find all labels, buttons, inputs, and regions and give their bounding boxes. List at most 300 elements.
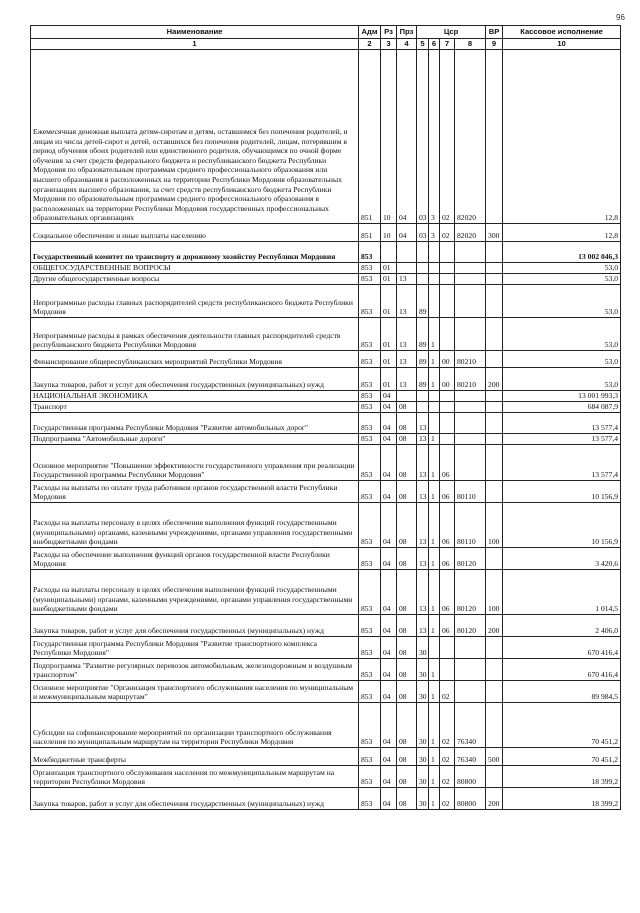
row-csr-direction bbox=[455, 242, 486, 263]
header-amount: Кассовое исполнение bbox=[503, 26, 621, 39]
row-prz: 08 bbox=[397, 703, 417, 748]
table-row bbox=[31, 703, 621, 748]
row-adm: 853 bbox=[359, 637, 381, 659]
row-adm: 853 bbox=[359, 703, 381, 748]
row-prz bbox=[397, 391, 417, 402]
row-vr bbox=[486, 637, 503, 659]
row-csr-program bbox=[417, 242, 429, 263]
row-csr-activity bbox=[440, 659, 455, 681]
row-csr-activity bbox=[440, 391, 455, 402]
row-name: Закупка товаров, работ и услуг для обеспечения государственных (муниципальных) нужд bbox=[31, 788, 359, 810]
row-csr-subprogram: 3 bbox=[429, 50, 440, 224]
row-vr bbox=[486, 445, 503, 481]
row-prz bbox=[397, 242, 417, 263]
row-prz: 08 bbox=[397, 548, 417, 570]
row-name: Основное мероприятие "Повышение эффективности государственного управления при реализации Государственной программы Республики Мордовия" bbox=[31, 445, 359, 481]
row-csr-program bbox=[417, 274, 429, 285]
row-adm: 853 bbox=[359, 766, 381, 788]
table-row bbox=[31, 368, 621, 391]
row-amount: 12,8 bbox=[503, 224, 621, 242]
row-csr-program: 30 bbox=[417, 637, 429, 659]
row-csr-activity: 06 bbox=[440, 570, 455, 615]
row-name: Межбюджетные трансферты bbox=[31, 748, 359, 766]
table-row bbox=[31, 224, 621, 242]
table-row bbox=[31, 242, 621, 263]
row-csr-activity: 02 bbox=[440, 681, 455, 703]
row-vr bbox=[486, 274, 503, 285]
row-vr bbox=[486, 351, 503, 368]
row-amount: 13 002 046,3 bbox=[503, 242, 621, 263]
column-number: 8 bbox=[455, 39, 486, 50]
row-rz: 10 bbox=[381, 50, 397, 224]
row-prz: 08 bbox=[397, 481, 417, 503]
row-csr-activity bbox=[440, 402, 455, 413]
row-amount: 10 156,9 bbox=[503, 503, 621, 548]
row-vr bbox=[486, 413, 503, 434]
header-adm: Адм bbox=[359, 26, 381, 39]
row-csr-subprogram bbox=[429, 274, 440, 285]
row-name: Непрограммные расходы в рамках обеспечения деятельности главных распорядителей средств республиканского бюджета Республики Мордовия bbox=[31, 318, 359, 351]
row-csr-subprogram: 1 bbox=[429, 318, 440, 351]
row-amount: 53,0 bbox=[503, 274, 621, 285]
row-prz: 08 bbox=[397, 766, 417, 788]
row-name: Ежемесячная денежная выплата детям-сиротам и детям, оставшимся без попечения родителей, и лицам из числа детей-сирот и детей, оставшихся без попечения родителей, лицам, потерявшим в период обучения обоих родителей или единственного родителя, обучающимся по очной форме обучения за счет средств федерального бюджета и республиканского бюджета Республики Мордовия по образовательным программам среднего профессионального образования или высшего образования в расположенных на территории Республики Мордовия образовательных организациях высшего образования, за счет средств республиканского бюджета Республики Мордовия по образовательным программам среднего профессионального образования в расположенных на территории Республики Мордовия государственных профессиональных образовательных организациях bbox=[31, 50, 359, 224]
row-amount: 18 399,2 bbox=[503, 788, 621, 810]
row-csr-direction bbox=[455, 637, 486, 659]
row-csr-activity bbox=[440, 285, 455, 318]
row-csr-subprogram: 1 bbox=[429, 748, 440, 766]
row-vr bbox=[486, 242, 503, 263]
row-adm: 853 bbox=[359, 788, 381, 810]
row-csr-subprogram bbox=[429, 263, 440, 274]
row-csr-activity: 06 bbox=[440, 481, 455, 503]
row-csr-subprogram: 1 bbox=[429, 445, 440, 481]
row-prz: 08 bbox=[397, 637, 417, 659]
row-adm: 853 bbox=[359, 445, 381, 481]
row-rz: 04 bbox=[381, 703, 397, 748]
row-amount: 70 451,2 bbox=[503, 703, 621, 748]
row-prz: 08 bbox=[397, 615, 417, 637]
table-row bbox=[31, 402, 621, 413]
row-csr-activity: 00 bbox=[440, 351, 455, 368]
row-prz: 13 bbox=[397, 368, 417, 391]
row-prz: 08 bbox=[397, 503, 417, 548]
row-prz: 08 bbox=[397, 570, 417, 615]
row-adm: 853 bbox=[359, 434, 381, 445]
table-row bbox=[31, 481, 621, 503]
row-csr-program: 03 bbox=[417, 224, 429, 242]
row-rz: 04 bbox=[381, 766, 397, 788]
budget-table bbox=[30, 25, 621, 810]
table-row bbox=[31, 503, 621, 548]
row-amount: 670 416,4 bbox=[503, 637, 621, 659]
row-csr-program: 13 bbox=[417, 615, 429, 637]
row-csr-subprogram: 1 bbox=[429, 481, 440, 503]
row-prz: 08 bbox=[397, 659, 417, 681]
row-csr-subprogram: 1 bbox=[429, 659, 440, 681]
table-row bbox=[31, 615, 621, 637]
row-csr-direction: 82020 bbox=[455, 50, 486, 224]
row-csr-activity bbox=[440, 434, 455, 445]
row-amount: 53,0 bbox=[503, 285, 621, 318]
row-csr-direction: 80110 bbox=[455, 503, 486, 548]
row-csr-direction: 80800 bbox=[455, 766, 486, 788]
row-prz: 04 bbox=[397, 224, 417, 242]
row-csr-subprogram: 1 bbox=[429, 548, 440, 570]
row-adm: 851 bbox=[359, 224, 381, 242]
row-vr: 200 bbox=[486, 615, 503, 637]
row-amount: 53,0 bbox=[503, 318, 621, 351]
header-rz: Рз bbox=[381, 26, 397, 39]
row-csr-activity: 02 bbox=[440, 748, 455, 766]
table-row bbox=[31, 285, 621, 318]
row-rz: 10 bbox=[381, 224, 397, 242]
row-csr-subprogram: 1 bbox=[429, 368, 440, 391]
row-rz: 04 bbox=[381, 481, 397, 503]
row-csr-subprogram bbox=[429, 637, 440, 659]
header-name: Наименование bbox=[31, 26, 359, 39]
row-name: Организация транспортного обслуживания населения по межмуниципальным маршрутам на территории Республики Мордовия bbox=[31, 766, 359, 788]
row-csr-activity: 02 bbox=[440, 703, 455, 748]
column-number: 2 bbox=[359, 39, 381, 50]
row-csr-direction bbox=[455, 402, 486, 413]
row-name: НАЦИОНАЛЬНАЯ ЭКОНОМИКА bbox=[31, 391, 359, 402]
row-name: Расходы на выплаты персоналу в целях обеспечения выполнения функций государственными (муниципальными) органами, казенными учреждениями, органами управления государственными внебюджетными фондами bbox=[31, 570, 359, 615]
row-prz: 08 bbox=[397, 445, 417, 481]
row-csr-direction: 76340 bbox=[455, 748, 486, 766]
row-adm: 853 bbox=[359, 242, 381, 263]
row-name: Закупка товаров, работ и услуг для обеспечения государственных (муниципальных) нужд bbox=[31, 615, 359, 637]
column-number: 7 bbox=[440, 39, 455, 50]
row-adm: 853 bbox=[359, 481, 381, 503]
table-row bbox=[31, 445, 621, 481]
column-number: 9 bbox=[486, 39, 503, 50]
column-number: 4 bbox=[397, 39, 417, 50]
row-adm: 853 bbox=[359, 681, 381, 703]
row-csr-subprogram: 1 bbox=[429, 503, 440, 548]
row-name: ОБЩЕГОСУДАРСТВЕННЫЕ ВОПРОСЫ bbox=[31, 263, 359, 274]
row-rz: 04 bbox=[381, 413, 397, 434]
row-amount: 53,0 bbox=[503, 263, 621, 274]
row-vr bbox=[486, 703, 503, 748]
column-number: 6 bbox=[429, 39, 440, 50]
header-csr: Цср bbox=[417, 26, 486, 39]
row-vr bbox=[486, 681, 503, 703]
row-csr-program: 30 bbox=[417, 766, 429, 788]
row-adm: 853 bbox=[359, 548, 381, 570]
row-adm: 853 bbox=[359, 748, 381, 766]
row-csr-direction: 80120 bbox=[455, 570, 486, 615]
row-adm: 853 bbox=[359, 285, 381, 318]
row-csr-program: 13 bbox=[417, 503, 429, 548]
row-adm: 853 bbox=[359, 413, 381, 434]
row-vr: 200 bbox=[486, 788, 503, 810]
row-csr-program: 30 bbox=[417, 748, 429, 766]
row-name: Государственная программа Республики Мордовия "Развитие транспортного комплекса Республики Мордовия" bbox=[31, 637, 359, 659]
row-csr-program: 13 bbox=[417, 434, 429, 445]
row-csr-direction: 76340 bbox=[455, 703, 486, 748]
row-rz: 04 bbox=[381, 503, 397, 548]
row-amount: 18 399,2 bbox=[503, 766, 621, 788]
row-name: Расходы на выплаты по оплате труда работников органов государственной власти Республики Мордовия bbox=[31, 481, 359, 503]
row-prz: 08 bbox=[397, 681, 417, 703]
row-name: Финансирование общереспубликанских мероприятий Республики Мордовия bbox=[31, 351, 359, 368]
row-vr bbox=[486, 548, 503, 570]
row-vr bbox=[486, 481, 503, 503]
row-csr-direction bbox=[455, 659, 486, 681]
row-name: Социальное обеспечение и иные выплаты населению bbox=[31, 224, 359, 242]
header-prz: Прз bbox=[397, 26, 417, 39]
row-vr bbox=[486, 391, 503, 402]
table-row bbox=[31, 766, 621, 788]
row-adm: 853 bbox=[359, 274, 381, 285]
row-prz: 13 bbox=[397, 285, 417, 318]
row-vr bbox=[486, 285, 503, 318]
row-rz: 01 bbox=[381, 274, 397, 285]
row-adm: 853 bbox=[359, 351, 381, 368]
row-csr-program bbox=[417, 263, 429, 274]
row-prz: 04 bbox=[397, 50, 417, 224]
table-row bbox=[31, 391, 621, 402]
row-amount: 1 014,5 bbox=[503, 570, 621, 615]
row-csr-subprogram: 1 bbox=[429, 615, 440, 637]
row-csr-program: 03 bbox=[417, 50, 429, 224]
row-csr-subprogram: 1 bbox=[429, 681, 440, 703]
row-rz: 04 bbox=[381, 659, 397, 681]
row-csr-activity: 06 bbox=[440, 503, 455, 548]
row-csr-subprogram bbox=[429, 413, 440, 434]
row-csr-subprogram: 1 bbox=[429, 570, 440, 615]
table-row bbox=[31, 434, 621, 445]
column-number: 10 bbox=[503, 39, 621, 50]
row-csr-direction bbox=[455, 318, 486, 351]
row-prz: 08 bbox=[397, 788, 417, 810]
row-csr-subprogram bbox=[429, 285, 440, 318]
row-adm: 853 bbox=[359, 402, 381, 413]
table-row bbox=[31, 274, 621, 285]
row-csr-direction bbox=[455, 263, 486, 274]
row-amount: 13 577,4 bbox=[503, 445, 621, 481]
table-row bbox=[31, 637, 621, 659]
row-adm: 853 bbox=[359, 570, 381, 615]
table-row bbox=[31, 413, 621, 434]
row-csr-program: 13 bbox=[417, 445, 429, 481]
row-csr-activity bbox=[440, 318, 455, 351]
row-csr-activity: 02 bbox=[440, 788, 455, 810]
row-vr bbox=[486, 50, 503, 224]
row-prz: 08 bbox=[397, 748, 417, 766]
row-amount: 53,0 bbox=[503, 351, 621, 368]
row-rz: 04 bbox=[381, 548, 397, 570]
row-name: Закупка товаров, работ и услуг для обеспечения государственных (муниципальных) нужд bbox=[31, 368, 359, 391]
row-rz: 04 bbox=[381, 681, 397, 703]
row-adm: 853 bbox=[359, 391, 381, 402]
column-number: 1 bbox=[31, 39, 359, 50]
row-csr-activity: 06 bbox=[440, 548, 455, 570]
row-prz: 13 bbox=[397, 318, 417, 351]
column-number-row bbox=[31, 39, 621, 50]
row-csr-activity bbox=[440, 274, 455, 285]
row-csr-activity: 02 bbox=[440, 224, 455, 242]
row-prz: 08 bbox=[397, 402, 417, 413]
row-csr-program: 89 bbox=[417, 285, 429, 318]
row-csr-direction: 82020 bbox=[455, 224, 486, 242]
row-amount: 53,0 bbox=[503, 368, 621, 391]
table-row bbox=[31, 50, 621, 224]
row-name: Расходы на обеспечение выполнения функций органов государственной власти Республики Мордовия bbox=[31, 548, 359, 570]
row-csr-activity: 00 bbox=[440, 368, 455, 391]
row-csr-subprogram: 1 bbox=[429, 351, 440, 368]
row-rz: 01 bbox=[381, 318, 397, 351]
header-vr: ВР bbox=[486, 26, 503, 39]
table-body bbox=[31, 50, 621, 810]
row-amount: 2 406,0 bbox=[503, 615, 621, 637]
row-vr bbox=[486, 766, 503, 788]
row-rz: 04 bbox=[381, 445, 397, 481]
row-name: Основное мероприятие "Организация транспортного обслуживания населения по муниципальным и межмуниципальным маршрутам" bbox=[31, 681, 359, 703]
row-vr: 100 bbox=[486, 503, 503, 548]
table-row bbox=[31, 318, 621, 351]
row-amount: 684 087,9 bbox=[503, 402, 621, 413]
row-csr-program: 30 bbox=[417, 659, 429, 681]
table-row bbox=[31, 788, 621, 810]
row-vr: 500 bbox=[486, 748, 503, 766]
row-csr-program: 13 bbox=[417, 548, 429, 570]
row-csr-activity bbox=[440, 242, 455, 263]
row-vr: 100 bbox=[486, 570, 503, 615]
row-csr-direction: 80120 bbox=[455, 615, 486, 637]
row-csr-direction: 80210 bbox=[455, 351, 486, 368]
row-amount: 13 001 993,3 bbox=[503, 391, 621, 402]
row-csr-program: 30 bbox=[417, 681, 429, 703]
row-adm: 853 bbox=[359, 263, 381, 274]
row-amount: 89 984,5 bbox=[503, 681, 621, 703]
row-rz: 04 bbox=[381, 748, 397, 766]
row-amount: 13 577,4 bbox=[503, 413, 621, 434]
row-adm: 851 bbox=[359, 50, 381, 224]
row-csr-subprogram bbox=[429, 242, 440, 263]
row-csr-activity bbox=[440, 637, 455, 659]
row-csr-program: 13 bbox=[417, 413, 429, 434]
row-name: Транспорт bbox=[31, 402, 359, 413]
row-rz: 04 bbox=[381, 637, 397, 659]
row-rz bbox=[381, 242, 397, 263]
row-csr-subprogram: 1 bbox=[429, 703, 440, 748]
row-csr-program: 13 bbox=[417, 481, 429, 503]
row-csr-activity: 06 bbox=[440, 445, 455, 481]
row-csr-direction bbox=[455, 285, 486, 318]
row-prz: 08 bbox=[397, 413, 417, 434]
row-amount: 10 156,9 bbox=[503, 481, 621, 503]
row-name: Подпрограмма "Автомобильные дороги" bbox=[31, 434, 359, 445]
row-rz: 04 bbox=[381, 570, 397, 615]
row-name: Подпрограмма "Развитие регулярных перевозок автомобильным, железнодорожным и воздушным транспортом" bbox=[31, 659, 359, 681]
row-vr: 200 bbox=[486, 368, 503, 391]
row-csr-direction bbox=[455, 274, 486, 285]
row-csr-direction bbox=[455, 434, 486, 445]
row-vr bbox=[486, 402, 503, 413]
row-prz: 08 bbox=[397, 434, 417, 445]
row-csr-activity: 02 bbox=[440, 766, 455, 788]
row-amount: 3 420,6 bbox=[503, 548, 621, 570]
table-row bbox=[31, 263, 621, 274]
table-row bbox=[31, 351, 621, 368]
row-rz: 04 bbox=[381, 788, 397, 810]
row-csr-activity bbox=[440, 413, 455, 434]
row-rz: 04 bbox=[381, 434, 397, 445]
header-row bbox=[31, 26, 621, 39]
row-name: Другие общегосударственные вопросы bbox=[31, 274, 359, 285]
row-csr-direction: 80110 bbox=[455, 481, 486, 503]
row-csr-program: 30 bbox=[417, 788, 429, 810]
row-csr-activity bbox=[440, 263, 455, 274]
row-csr-subprogram: 1 bbox=[429, 766, 440, 788]
table-row bbox=[31, 748, 621, 766]
row-adm: 853 bbox=[359, 368, 381, 391]
column-number: 5 bbox=[417, 39, 429, 50]
row-adm: 853 bbox=[359, 659, 381, 681]
row-name: Расходы на выплаты персоналу в целях обеспечения выполнения функций государственными (муниципальными) органами, казенными учреждениями, органами управления государственными внебюджетными фондами bbox=[31, 503, 359, 548]
row-prz bbox=[397, 263, 417, 274]
row-rz: 04 bbox=[381, 615, 397, 637]
row-csr-activity: 02 bbox=[440, 50, 455, 224]
row-csr-subprogram: 3 bbox=[429, 224, 440, 242]
row-csr-program: 30 bbox=[417, 703, 429, 748]
row-rz: 01 bbox=[381, 351, 397, 368]
table-row bbox=[31, 681, 621, 703]
row-csr-subprogram: 1 bbox=[429, 434, 440, 445]
row-rz: 01 bbox=[381, 368, 397, 391]
row-name: Государственный комитет по транспорту и дорожному хозяйству Республики Мордовия bbox=[31, 242, 359, 263]
row-rz: 01 bbox=[381, 285, 397, 318]
row-csr-direction: 80210 bbox=[455, 368, 486, 391]
row-csr-program bbox=[417, 402, 429, 413]
row-amount: 670 416,4 bbox=[503, 659, 621, 681]
row-csr-direction bbox=[455, 681, 486, 703]
row-csr-direction bbox=[455, 413, 486, 434]
row-csr-program: 13 bbox=[417, 570, 429, 615]
row-csr-subprogram bbox=[429, 402, 440, 413]
row-adm: 853 bbox=[359, 503, 381, 548]
row-csr-program: 89 bbox=[417, 351, 429, 368]
row-prz: 13 bbox=[397, 351, 417, 368]
row-csr-program bbox=[417, 391, 429, 402]
row-rz: 04 bbox=[381, 391, 397, 402]
row-adm: 853 bbox=[359, 318, 381, 351]
row-vr: 300 bbox=[486, 224, 503, 242]
page-number: 96 bbox=[616, 13, 625, 22]
row-vr bbox=[486, 318, 503, 351]
row-csr-program: 89 bbox=[417, 318, 429, 351]
row-prz: 13 bbox=[397, 274, 417, 285]
row-csr-direction: 80800 bbox=[455, 788, 486, 810]
row-name: Субсидии на софинансирование мероприятий по организации транспортного обслуживания населения по муниципальным маршрутам на территории Республики Мордовия bbox=[31, 703, 359, 748]
row-vr bbox=[486, 434, 503, 445]
row-csr-direction: 80120 bbox=[455, 548, 486, 570]
row-name: Государственная программа Республики Мордовия "Развитие автомобильных дорог" bbox=[31, 413, 359, 434]
row-amount: 12,8 bbox=[503, 50, 621, 224]
row-name: Непрограммные расходы главных распорядителей средств республиканского бюджета Республики Мордовия bbox=[31, 285, 359, 318]
row-amount: 13 577,4 bbox=[503, 434, 621, 445]
row-rz: 01 bbox=[381, 263, 397, 274]
row-adm: 853 bbox=[359, 615, 381, 637]
row-csr-program: 89 bbox=[417, 368, 429, 391]
row-csr-activity: 06 bbox=[440, 615, 455, 637]
table-row bbox=[31, 570, 621, 615]
row-csr-direction bbox=[455, 391, 486, 402]
table-row bbox=[31, 548, 621, 570]
row-csr-subprogram: 1 bbox=[429, 788, 440, 810]
